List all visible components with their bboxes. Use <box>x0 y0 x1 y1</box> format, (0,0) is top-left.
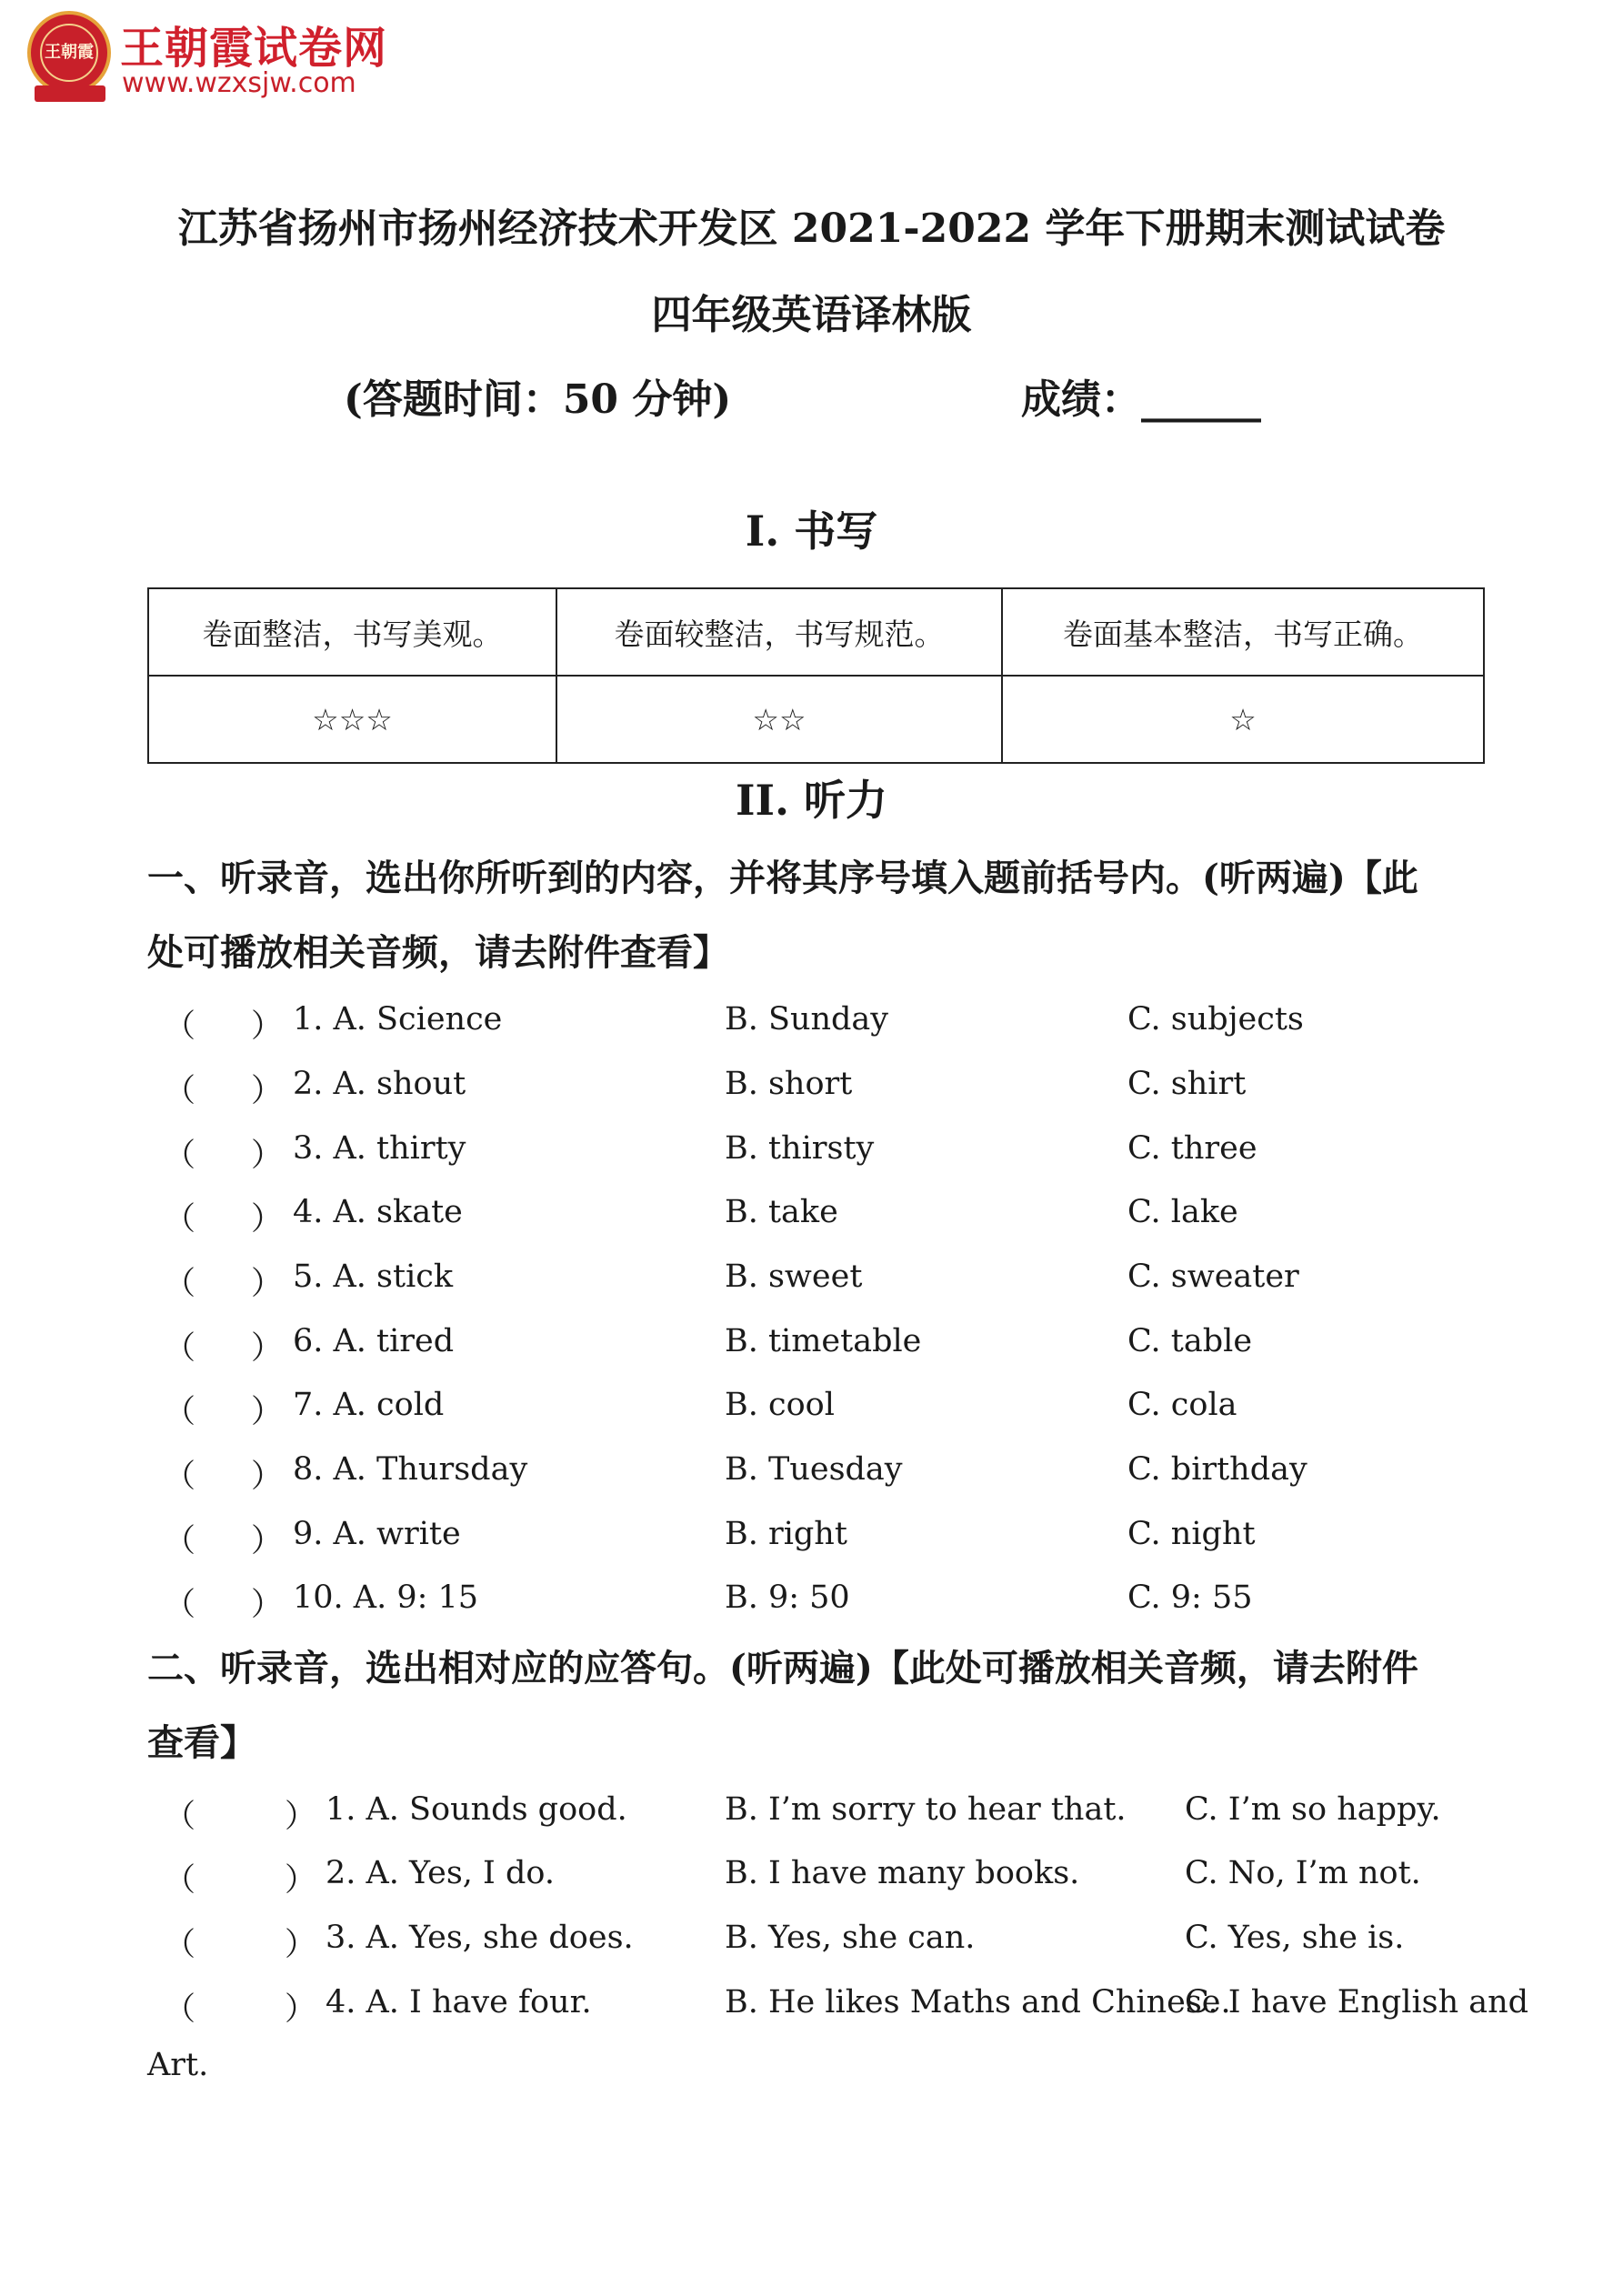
question-row <box>0 1001 1623 1056</box>
part1-instruction <box>147 841 1485 990</box>
criteria-cell: 卷面较整洁，书写规范。 <box>556 588 1002 676</box>
answer-bracket-open[interactable]: （ <box>164 1394 196 1430</box>
answer-bracket-close: ） <box>251 1138 284 1174</box>
part2-instruction <box>147 1631 1485 1780</box>
exam-time: (答题时间：50 分钟) <box>344 376 732 423</box>
option-b: B. Yes, she can. <box>725 1920 976 1956</box>
option-a: 7. A. cold <box>293 1387 445 1423</box>
answer-bracket-open[interactable]: （ <box>164 1073 196 1109</box>
option-c: C. I’m so happy. <box>1185 1791 1441 1828</box>
question-row <box>0 1194 1623 1248</box>
question-row <box>0 1984 1623 2039</box>
option-a: 1. A. Sounds good. <box>326 1791 627 1828</box>
answer-bracket-close: ） <box>285 1991 317 2028</box>
section-listening-heading: II. 听力 <box>735 776 888 825</box>
question-row <box>0 1855 1623 1910</box>
option-b: B. thirsty <box>725 1130 875 1167</box>
answer-bracket-open[interactable]: （ <box>164 1459 196 1495</box>
option-b: B. short <box>725 1066 853 1102</box>
question-row <box>0 1579 1623 1634</box>
option-b: B. I have many books. <box>725 1855 1080 1891</box>
option-a: 10. A. 9: 15 <box>293 1579 479 1616</box>
answer-bracket-open[interactable]: （ <box>164 1862 196 1899</box>
brand-url: www.wzxsjw.com <box>122 67 356 99</box>
question-row <box>0 1451 1623 1506</box>
brand-name: 王朝霞试卷网 <box>120 23 388 74</box>
answer-bracket-close: ） <box>285 1927 317 1963</box>
option-c: C. three <box>1127 1130 1257 1167</box>
instruction-line: 查看】 <box>147 1721 256 1764</box>
option-c: C. Yes, she is. <box>1185 1920 1405 1956</box>
option-c: C. I have English and <box>1185 1984 1529 2020</box>
option-a: 6. A. tired <box>293 1323 455 1359</box>
answer-bracket-close: ） <box>251 1266 284 1302</box>
option-c: C. birthday <box>1127 1451 1307 1488</box>
option-b: B. He likes Maths and Chinese. <box>725 1984 1231 2020</box>
instruction-line: 处可播放相关音频，请去附件查看】 <box>147 931 729 974</box>
answer-bracket-close: ） <box>251 1587 284 1623</box>
answer-bracket-close: ） <box>251 1459 284 1495</box>
option-b: B. Tuesday <box>725 1451 903 1488</box>
option-a: 5. A. stick <box>293 1258 454 1295</box>
answer-bracket-open[interactable]: （ <box>164 1138 196 1174</box>
answer-bracket-close: ） <box>251 1008 284 1045</box>
option-b: B. 9: 50 <box>725 1579 850 1616</box>
answer-bracket-close: ） <box>251 1394 284 1430</box>
answer-bracket-close: ） <box>251 1523 284 1559</box>
option-a: 3. A. Yes, she does. <box>326 1920 634 1956</box>
option-b: B. right <box>725 1516 847 1552</box>
answer-bracket-open[interactable]: （ <box>164 1266 196 1302</box>
option-c: C. 9: 55 <box>1127 1579 1253 1616</box>
section-writing-heading: I. 书写 <box>745 506 878 556</box>
option-a: 2. A. Yes, I do. <box>326 1855 555 1891</box>
question-row <box>0 1323 1623 1378</box>
option-b: B. cool <box>725 1387 835 1423</box>
answer-bracket-close: ） <box>285 1799 317 1835</box>
question-row <box>0 1791 1623 1846</box>
site-logo <box>27 11 418 106</box>
answer-bracket-open[interactable]: （ <box>164 1330 196 1367</box>
answer-bracket-open[interactable]: （ <box>164 1927 196 1963</box>
option-b: B. timetable <box>725 1323 922 1359</box>
stars-cell: ☆☆ <box>556 676 1002 763</box>
option-c: C. subjects <box>1127 1001 1304 1038</box>
answer-bracket-close: ） <box>285 1862 317 1899</box>
wrapped-option-tail: Art. <box>147 2047 209 2083</box>
score-field: 成绩：______ <box>1021 376 1261 423</box>
option-b: B. take <box>725 1194 838 1230</box>
option-b: B. Sunday <box>725 1001 889 1038</box>
option-c: C. table <box>1127 1323 1253 1359</box>
answer-bracket-open[interactable]: （ <box>164 1523 196 1559</box>
answer-bracket-open[interactable]: （ <box>164 1587 196 1623</box>
option-a: 3. A. thirty <box>293 1130 466 1167</box>
stars-cell: ☆☆☆ <box>148 676 556 763</box>
answer-bracket-open[interactable]: （ <box>164 1201 196 1238</box>
writing-score-table <box>147 587 1485 764</box>
answer-bracket-open[interactable]: （ <box>164 1991 196 2028</box>
option-c: C. night <box>1127 1516 1256 1552</box>
instruction-line: 一、听录音，选出你所听到的内容，并将其序号填入题前括号内。(听两遍)【此 <box>147 857 1418 899</box>
option-c: C. sweater <box>1127 1258 1299 1295</box>
option-a: 4. A. skate <box>293 1194 463 1230</box>
question-row <box>0 1516 1623 1570</box>
option-a: 8. A. Thursday <box>293 1451 528 1488</box>
criteria-cell: 卷面整洁，书写美观。 <box>148 588 556 676</box>
option-a: 9. A. write <box>293 1516 461 1552</box>
option-c: C. shirt <box>1127 1066 1247 1102</box>
seal-text: 王朝霞 <box>40 24 98 82</box>
option-c: C. lake <box>1127 1194 1238 1230</box>
answer-bracket-open[interactable]: （ <box>164 1008 196 1045</box>
exam-subtitle: 四年级英语译林版 <box>651 292 972 338</box>
option-a: 2. A. shout <box>293 1066 466 1102</box>
question-row <box>0 1066 1623 1120</box>
answer-bracket-close: ） <box>251 1330 284 1367</box>
answer-bracket-close: ） <box>251 1073 284 1109</box>
instruction-line: 二、听录音，选出相对应的应答句。(听两遍)【此处可播放相关音频，请去附件 <box>147 1647 1418 1689</box>
option-c: C. cola <box>1127 1387 1237 1423</box>
question-row <box>0 1387 1623 1441</box>
answer-bracket-close: ） <box>251 1201 284 1238</box>
option-b: B. I’m sorry to hear that. <box>725 1791 1127 1828</box>
question-row <box>0 1258 1623 1313</box>
seal-emblem <box>27 11 111 95</box>
option-a: 1. A. Science <box>293 1001 503 1038</box>
seal-ribbon <box>35 85 105 102</box>
question-row <box>0 1920 1623 1974</box>
option-c: C. No, I’m not. <box>1185 1855 1421 1891</box>
exam-title: 江苏省扬州市扬州经济技术开发区 2021-2022 学年下册期末测试试卷 <box>177 206 1446 252</box>
option-b: B. sweet <box>725 1258 863 1295</box>
stars-cell: ☆ <box>1002 676 1484 763</box>
answer-bracket-open[interactable]: （ <box>164 1799 196 1835</box>
criteria-cell: 卷面基本整洁，书写正确。 <box>1002 588 1484 676</box>
question-row <box>0 1130 1623 1185</box>
option-a: 4. A. I have four. <box>326 1984 592 2020</box>
